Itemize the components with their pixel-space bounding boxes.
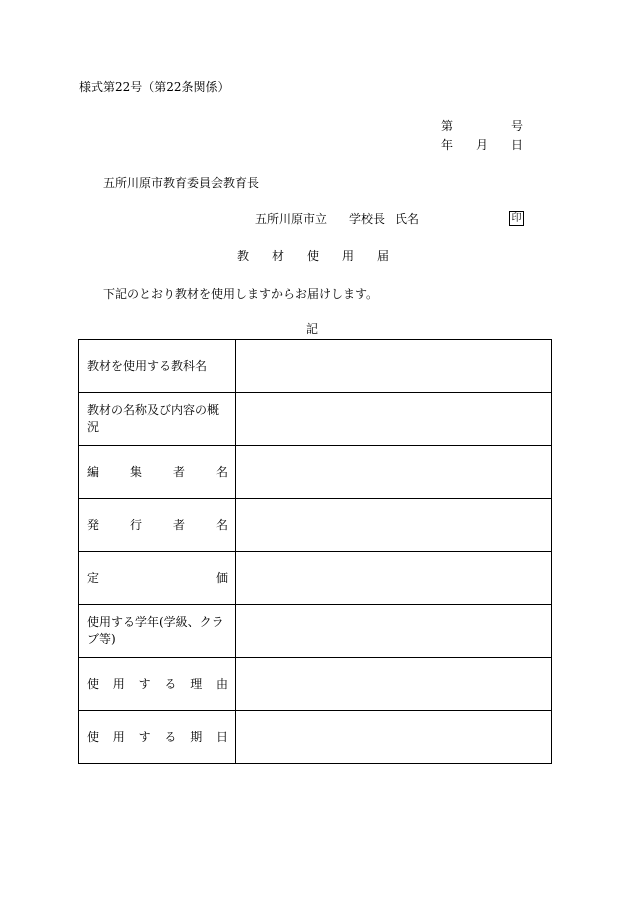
table-row [79, 605, 552, 658]
document-date-row [441, 138, 523, 152]
row-label [79, 499, 236, 552]
label-char: 者 [172, 464, 185, 479]
table-row [79, 340, 552, 393]
row-value-field[interactable] [236, 605, 552, 658]
label-char: 日 [215, 729, 228, 744]
row-value-field[interactable] [236, 446, 552, 499]
table-row [79, 446, 552, 499]
row-label [79, 658, 236, 711]
label-char: 行 [129, 517, 142, 532]
label-char: 理 [190, 676, 203, 691]
label-char: す [138, 676, 151, 691]
date-day: 日 [510, 138, 523, 152]
label-char: 使 [87, 676, 100, 691]
row-value-field[interactable] [236, 499, 552, 552]
title-char: 用 [341, 249, 354, 263]
title-char: 届 [376, 249, 389, 263]
label-char: る [164, 676, 177, 691]
school-label: 五所川原市立 [255, 212, 328, 226]
row-label [79, 552, 236, 605]
intro-text: 下記のとおり教材を使用しますからお届けします。 [103, 287, 379, 301]
label-char: 用 [112, 676, 125, 691]
row-label-text: 教材を使用する教科名 [87, 358, 208, 373]
table-row [79, 552, 552, 605]
row-label-text: 使用する学年(学級、クラブ等) [87, 615, 224, 646]
label-char: 価 [215, 570, 228, 585]
row-value-field[interactable] [236, 340, 552, 393]
table-row [79, 499, 552, 552]
label-char: 編 [87, 464, 100, 479]
date-year: 年 [441, 138, 454, 152]
row-label [79, 340, 236, 393]
label-char: 名 [215, 464, 228, 479]
number-prefix: 第 [441, 119, 454, 133]
row-label [79, 711, 236, 764]
date-month: 月 [475, 138, 488, 152]
label-char: 用 [112, 729, 125, 744]
row-value-field[interactable] [236, 711, 552, 764]
table-row [79, 393, 552, 446]
row-value-field[interactable] [236, 658, 552, 711]
label-char: 名 [215, 517, 228, 532]
form-number: 様式第22号（第22条関係） [79, 80, 230, 94]
table-row [79, 658, 552, 711]
row-label [79, 605, 236, 658]
title-char: 教 [237, 249, 250, 263]
row-value-field[interactable] [236, 552, 552, 605]
number-suffix: 号 [510, 119, 523, 133]
record-mark: 記 [306, 322, 319, 336]
principal-label: 学校長 [349, 212, 386, 226]
title-char: 材 [271, 249, 284, 263]
name-label: 氏名 [395, 212, 420, 226]
table-row [79, 711, 552, 764]
label-char: 使 [87, 729, 100, 744]
label-char: 定 [87, 570, 100, 585]
label-char: す [138, 729, 151, 744]
row-value-field[interactable] [236, 393, 552, 446]
row-label [79, 446, 236, 499]
label-char: 集 [129, 464, 142, 479]
label-char: 者 [172, 517, 185, 532]
row-label-text: 教材の名称及び内容の概況 [87, 403, 220, 434]
label-char: 由 [215, 676, 228, 691]
title-char: 使 [306, 249, 319, 263]
document-number-row [441, 119, 523, 133]
record-table [78, 339, 552, 764]
document-title [237, 249, 389, 263]
label-char: 発 [87, 517, 100, 532]
label-char: る [164, 729, 177, 744]
row-label [79, 393, 236, 446]
addressee: 五所川原市教育委員会教育長 [103, 176, 260, 190]
applicant-row [255, 212, 419, 226]
seal-mark: 印 [509, 211, 524, 226]
label-char: 期 [190, 729, 203, 744]
